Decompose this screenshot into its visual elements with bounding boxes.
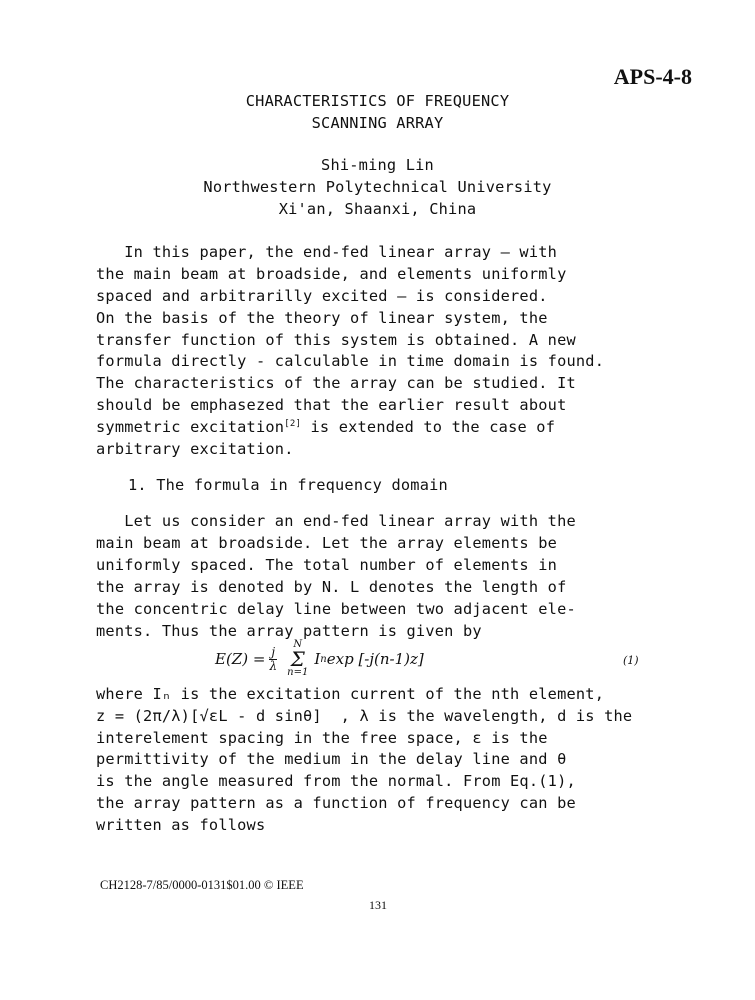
body-line: Let us consider an end-fed linear array with the (96, 512, 576, 530)
sigma-icon: Σ (290, 647, 305, 671)
abstract-line (96, 418, 555, 436)
author-location: Xi'an, Shaanxi, China (278, 200, 477, 218)
abstract-line: In this paper, the end-fed linear array — with (96, 243, 558, 261)
abstract-line: arbitrary excitation. (96, 440, 294, 458)
body-line: where Iₙ is the excitation current of the nth element, (96, 685, 605, 703)
citation-ref: [2] (284, 418, 302, 429)
summation (287, 640, 308, 678)
sum-lower-limit: n=1 (287, 667, 309, 678)
copyright-footer: CH2128-7/85/0000-0131$01.00 © IEEE (100, 878, 304, 892)
equation-1 (215, 640, 424, 678)
body-line: uniformly spaced. The total number of elements in (96, 556, 558, 574)
equation-number: (1) (623, 654, 639, 667)
author-name: Shi-ming Lin (321, 156, 434, 174)
abstract-line: On the basis of the theory of linear system, the (96, 309, 548, 327)
abstract-line: the main beam at broadside, and elements uniformly (96, 265, 567, 283)
body-line: the array is denoted by N. L denotes the length of (96, 578, 567, 596)
fraction-numerator: j (271, 644, 276, 659)
abstract-line: spaced and arbitrarilly excited — is considered. (96, 287, 548, 305)
section-heading: 1. The formula in frequency domain (128, 476, 448, 494)
body-line: the concentric delay line between two adjacent ele- (96, 600, 576, 618)
body-line: interelement spacing in the free space, ε is the (96, 729, 548, 747)
paper-code: APS-4-8 (613, 64, 692, 89)
author-affiliation: Northwestern Polytechnical University (203, 178, 552, 196)
equation-subscript: n (320, 653, 327, 665)
sum-upper-limit: N (293, 639, 303, 650)
abstract-line: formula directly - calculable in time domain is found. (96, 352, 605, 370)
equation-fraction (269, 646, 277, 673)
equation-lhs: E(Z) = (215, 650, 266, 668)
body-line: ments. Thus the array pattern is given by (96, 622, 482, 640)
abstract-text: symmetric excitation (96, 418, 285, 436)
body-line: permittivity of the medium in the delay line and θ (96, 750, 567, 768)
body-line: is the angle measured from the normal. From Eq.(1), (96, 772, 576, 790)
fraction-denominator: λ (269, 658, 278, 673)
body-line: the array pattern as a function of frequency can be (96, 794, 576, 812)
abstract-line: should be emphasezed that the earlier result about (96, 396, 567, 414)
abstract-line: transfer function of this system is obtained. A new (96, 331, 576, 349)
page-number: 131 (369, 898, 387, 912)
abstract-text: is extended to the case of (301, 418, 556, 436)
title-line-2: SCANNING ARRAY (311, 114, 444, 132)
body-line: main beam at broadside. Let the array elements be (96, 534, 558, 552)
title-line-1: CHARACTERISTICS OF FREQUENCY (245, 92, 510, 110)
equation-current: I (314, 650, 321, 668)
body-line: z = (2π/λ)[√εL - d sinθ] , λ is the wavelength, d is the (96, 707, 633, 725)
body-line: written as follows (96, 816, 266, 834)
equation-exponent: exp [-j(n-1)z] (326, 650, 424, 668)
abstract-line: The characteristics of the array can be studied. It (96, 374, 576, 392)
